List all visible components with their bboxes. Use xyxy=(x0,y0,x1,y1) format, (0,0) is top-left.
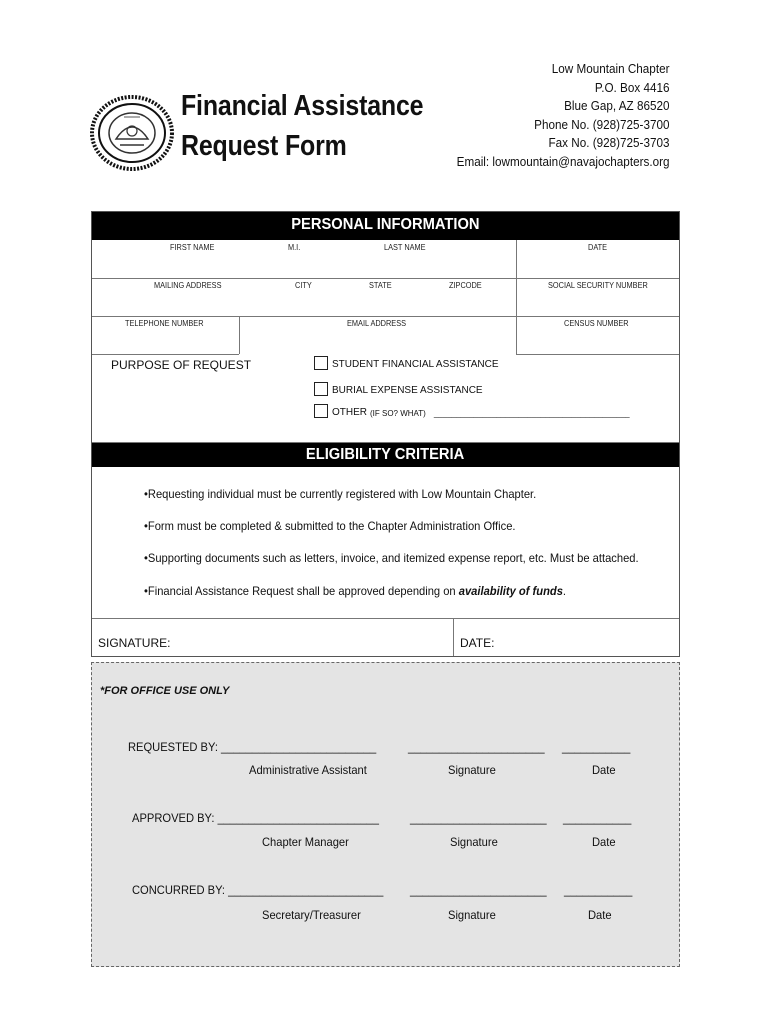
address-line: Low Mountain Chapter xyxy=(551,61,669,76)
concurred-signature-line: ______________________ xyxy=(410,883,547,897)
state-label: STATE xyxy=(369,281,392,290)
checkbox[interactable] xyxy=(314,382,328,396)
signature-caption: Signature xyxy=(448,763,496,777)
date-caption: Date xyxy=(588,908,612,922)
state-field[interactable] xyxy=(354,292,424,314)
eligibility-heading: ELIGIBILITY CRITERIA xyxy=(92,443,679,467)
signature-date-field[interactable] xyxy=(502,622,677,654)
address-line: Blue Gap, AZ 86520 xyxy=(563,98,669,114)
concurred-date-line: ___________ xyxy=(564,883,633,897)
title-line-2: Request Form xyxy=(181,130,347,162)
criteria-item: •Supporting documents such as letters, invoice, and itemized expense report, etc. Must be attached. xyxy=(144,551,639,565)
availability-emphasis: availability of funds xyxy=(458,584,563,598)
checkbox[interactable] xyxy=(314,404,328,418)
first-name-label: FIRST NAME xyxy=(170,243,215,252)
criteria-item: •Requesting individual must be currently registered with Low Mountain Chapter. xyxy=(144,487,537,501)
signature-label: SIGNATURE: xyxy=(98,636,171,650)
mailing-address-label: MAILING ADDRESS xyxy=(154,281,222,290)
address-line: P.O. Box 4416 xyxy=(594,79,669,95)
form-table xyxy=(91,211,680,657)
city-field[interactable] xyxy=(282,292,352,314)
chapter-address xyxy=(456,60,669,172)
mi-field[interactable] xyxy=(282,254,322,276)
ssn-field[interactable] xyxy=(519,292,677,314)
email-label: EMAIL ADDRESS xyxy=(347,319,407,328)
first-name-field[interactable] xyxy=(96,254,281,276)
purpose-option-other[interactable]: OTHER (IF SO? WHAT) ____________________________________________ xyxy=(314,404,630,418)
role-caption: Chapter Manager xyxy=(262,835,349,849)
signature-field[interactable] xyxy=(172,622,450,654)
role-caption: Secretary/Treasurer xyxy=(262,908,361,922)
email-field[interactable] xyxy=(242,330,514,352)
role-caption: Administrative Assistant xyxy=(249,763,367,777)
title-line-1: Financial Assistance xyxy=(181,90,424,122)
purpose-option-burial[interactable]: BURIAL EXPENSE ASSISTANCE xyxy=(314,382,483,396)
zipcode-label: ZIPCODE xyxy=(449,281,482,290)
concurred-by-line: CONCURRED BY: _________________________ xyxy=(132,883,384,897)
requested-date-line: ___________ xyxy=(562,740,631,754)
address-line: Fax No. (928)725-3703 xyxy=(548,135,669,151)
approved-date-line: ___________ xyxy=(563,811,632,825)
last-name-label: LAST NAME xyxy=(384,243,426,252)
checkbox[interactable] xyxy=(314,356,328,370)
date-caption: Date xyxy=(592,835,616,849)
personal-info-heading: PERSONAL INFORMATION xyxy=(92,212,679,240)
criteria-item: •Form must be completed & submitted to the Chapter Administration Office. xyxy=(144,519,516,533)
signature-caption: Signature xyxy=(448,908,496,922)
last-name-field[interactable] xyxy=(324,254,514,276)
purpose-option-student[interactable]: STUDENT FINANCIAL ASSISTANCE xyxy=(314,356,499,370)
census-label: CENSUS NUMBER xyxy=(564,319,629,328)
mailing-address-field[interactable] xyxy=(96,292,281,314)
requested-by-line: REQUESTED BY: _________________________ xyxy=(128,740,377,754)
date-field[interactable] xyxy=(519,254,677,276)
date-label: DATE xyxy=(588,243,608,252)
census-field[interactable] xyxy=(519,330,677,352)
date-caption: Date xyxy=(592,763,616,777)
mi-label: M.I. xyxy=(288,243,301,252)
office-use-section xyxy=(91,662,680,967)
address-line: Email: lowmountain@navajochapters.org xyxy=(456,153,669,169)
form-title xyxy=(181,86,423,166)
telephone-label: TELEPHONE NUMBER xyxy=(125,319,204,328)
zipcode-field[interactable] xyxy=(426,292,514,314)
approved-signature-line: ______________________ xyxy=(410,811,547,825)
signature-caption: Signature xyxy=(450,835,498,849)
requested-signature-line: ______________________ xyxy=(408,740,545,754)
office-use-title: *FOR OFFICE USE ONLY xyxy=(100,685,230,697)
telephone-field[interactable] xyxy=(96,330,236,352)
address-line: Phone No. (928)725-3700 xyxy=(533,116,669,132)
approved-by-line: APPROVED BY: __________________________ xyxy=(132,811,379,825)
city-label: CITY xyxy=(295,281,312,290)
criteria-item: •Financial Assistance Request shall be approved depending on availability of funds. xyxy=(144,584,567,598)
purpose-label: PURPOSE OF REQUEST xyxy=(111,358,252,372)
ssn-label: SOCIAL SECURITY NUMBER xyxy=(548,281,648,290)
chapter-seal-icon xyxy=(90,95,174,171)
signature-date-label: DATE: xyxy=(460,636,495,650)
